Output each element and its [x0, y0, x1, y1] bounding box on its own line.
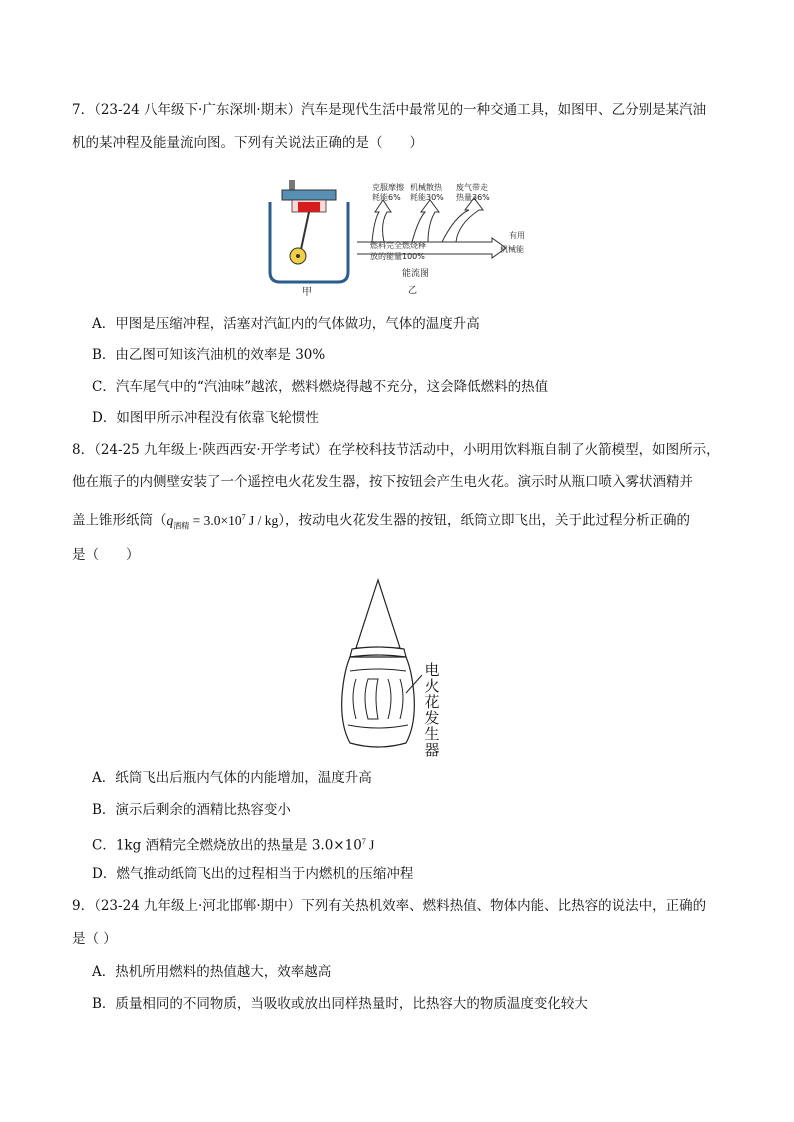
q7-stem-line1: 7．（23-24 八年级下·广东深圳·期末）汽车是现代生活中最常见的一种交通工具，如图甲、乙分别是某汽油 [72, 102, 707, 118]
q-subscript: 酒精 [173, 521, 190, 531]
flow-fuel-a: 燃料完全燃烧释 [370, 241, 426, 250]
rocket-figure [338, 575, 468, 765]
q8-stem-line3 [72, 507, 690, 536]
label-char: 花 [424, 693, 440, 711]
label-char: 火 [424, 677, 440, 695]
flow-exhaust-b: 热量36% [456, 193, 490, 202]
q9-option-a: A．热机所用燃料的热值越大，效率越高 [92, 964, 332, 980]
spark-generator-label [423, 662, 441, 758]
q-symbol: q [166, 512, 174, 528]
q8-stem-line2: 他在瓶子的内侧壁安装了一个遥控电火花发生器，按下按钮会产生电火花。演示时从瓶口喷入雾状酒精并 [72, 474, 693, 490]
q-value: = 3.0×10 [189, 512, 242, 528]
flow-fuel-b: 放的能量100% [370, 252, 425, 261]
q9-option-b: B．质量相同的不同物质，当吸收或放出同样热量时，比热容大的物质温度变化较大 [92, 996, 588, 1012]
flow-mech-b: 耗能30% [410, 193, 444, 202]
q8-option-c [92, 832, 374, 856]
fig-caption-jia: 甲 [302, 287, 312, 297]
flow-title: 能流图 [402, 269, 430, 279]
q8-option-d: D．燃气推动纸筒飞出的过程相当于内燃机的压缩冲程 [92, 866, 414, 882]
heat-value-formula [166, 512, 279, 531]
q7-option-a: A．甲图是压缩冲程，活塞对汽缸内的气体做功，气体的温度升高 [92, 316, 480, 332]
q8-option-a: A．纸筒飞出后瓶内气体的内能增加，温度升高 [92, 770, 372, 786]
q8-stem-line4: 是（ ） [72, 547, 140, 563]
q-unit: J / kg [245, 512, 279, 528]
flow-friction-b: 耗能6% [372, 193, 401, 202]
q8-stem-line3-pre: 盖上锥形纸筒（ [72, 512, 167, 529]
flow-exhaust-a: 废气带走 [456, 183, 488, 192]
q8-option-c-text: C．1kg 酒精完全燃烧放出的热量是 3.0×10 [92, 837, 362, 854]
option-c-unit: J [365, 837, 375, 853]
q7-stem-line2: 机的某冲程及能量流向图。下列有关说法正确的是（ ） [72, 135, 423, 151]
q7-option-c: C．汽车尾气中的“汽油味”越浓，燃料燃烧得越不充分，这会降低燃料的热值 [92, 379, 549, 395]
flow-friction-a: 克服摩擦 [372, 183, 404, 192]
q9-stem-line2: 是（ ） [72, 931, 117, 947]
q9-stem-line1: 9．（23-24 九年级上·河北邯郸·期中）下列有关热机效率、燃料热值、物体内能、比热容的说法中，正确的 [72, 898, 707, 914]
q8-option-b: B．演示后剩余的酒精比热容变小 [92, 802, 291, 818]
flow-mech-a: 机械散热 [410, 183, 442, 192]
q-exponent: 7 [241, 512, 246, 521]
label-char: 电 [424, 661, 440, 679]
q7-option-b: B．由乙图可知该汽油机的效率是 30% [92, 347, 326, 363]
label-char: 生 [424, 725, 440, 743]
engine-diagram [270, 180, 348, 282]
q8-stem-line1: 8．（24-25 九年级上·陕西西安·开学考试）在学校科技节活动中，小明用饮料瓶自制了火箭模型，如图所示， [72, 442, 720, 458]
option-c-exponent: 7 [361, 837, 366, 846]
q7-figure [262, 172, 542, 297]
fig-caption-yi: 乙 [408, 286, 418, 296]
label-char: 器 [424, 741, 440, 759]
label-char: 发 [424, 709, 440, 727]
q7-option-d: D．如图甲所示冲程没有依靠飞轮惯性 [92, 410, 319, 426]
q8-stem-line3-post: ），按动电火花发生器的按钮，纸筒立即飞出，关于此过程分析正确的 [278, 512, 690, 529]
flow-useful-b: 机械能 [500, 245, 524, 254]
flow-useful-a: 有用 [509, 231, 525, 240]
